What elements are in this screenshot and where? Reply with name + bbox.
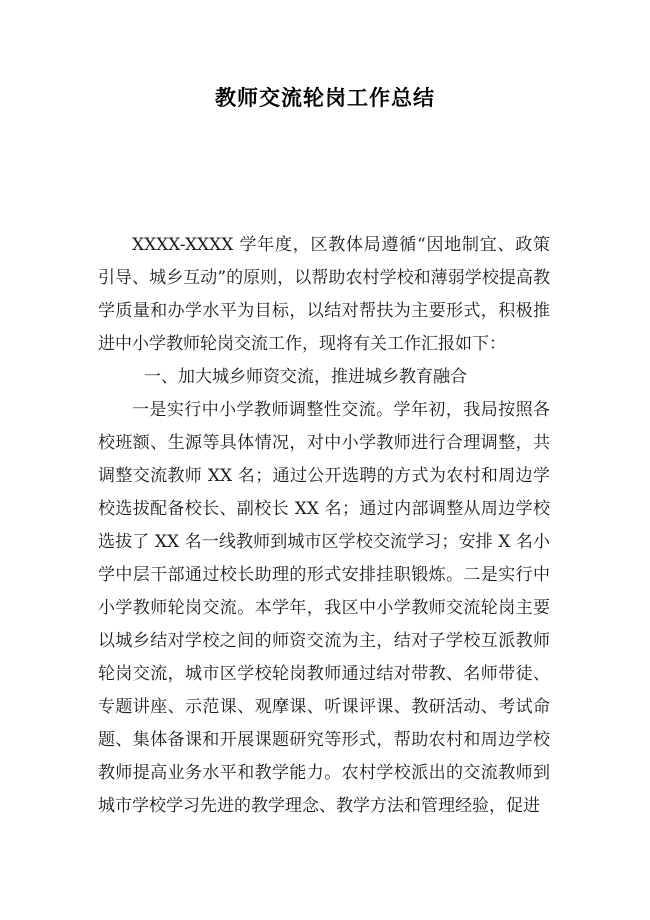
document-title: 教师交流轮岗工作总结 [215,86,435,110]
document-body [98,229,550,823]
intro-paragraph: XXXX-XXXX 学年度，区教体局遵循“因地制宜、政策引导、城乡互动”的原则，以帮助农村学校和薄弱学校提高教学质量和办学水平为目标，以结对帮扶为主要形式，积极推进中小学教师轮岗交流工作，现将有关工作汇报如下： [98,235,550,354]
body-paragraph: 一是实行中小学教师调整性交流。学年初，我局按照各校班额、生源等具体情况，对中小学教师进行合理调整，共调整交流教师 XX 名；通过公开选聘的方式为农村和周边学校选拔配备校长、副校长 XX 名；通过内部调整从周边学校选拔了 XX 名一线教师到城市区学校交流学习；安排 X 名小学中层干部通过校长助理的形式安排挂职锻炼。二是实行中小学教师轮岗交流。本学年，我区中小学教师交流轮岗主要以城乡结对学校之间的师资交流为主，结对子学校互派教师轮岗交流，城市区学校轮岗教师通过结对带教、名师带徒、专题讲座、示范课、观摩课、听课评课、教研活动、考试命题、集体备课和开展课题研究等形式，帮助农村和周边学校教师提高业务水平和教学能力。农村学校派出的交流教师到城市学校学习先进的教学理念、教学方法和管理经验，促进 [98,400,550,816]
section-heading: 一、加大城乡师资交流，推进城乡教育融合 [144,367,467,387]
